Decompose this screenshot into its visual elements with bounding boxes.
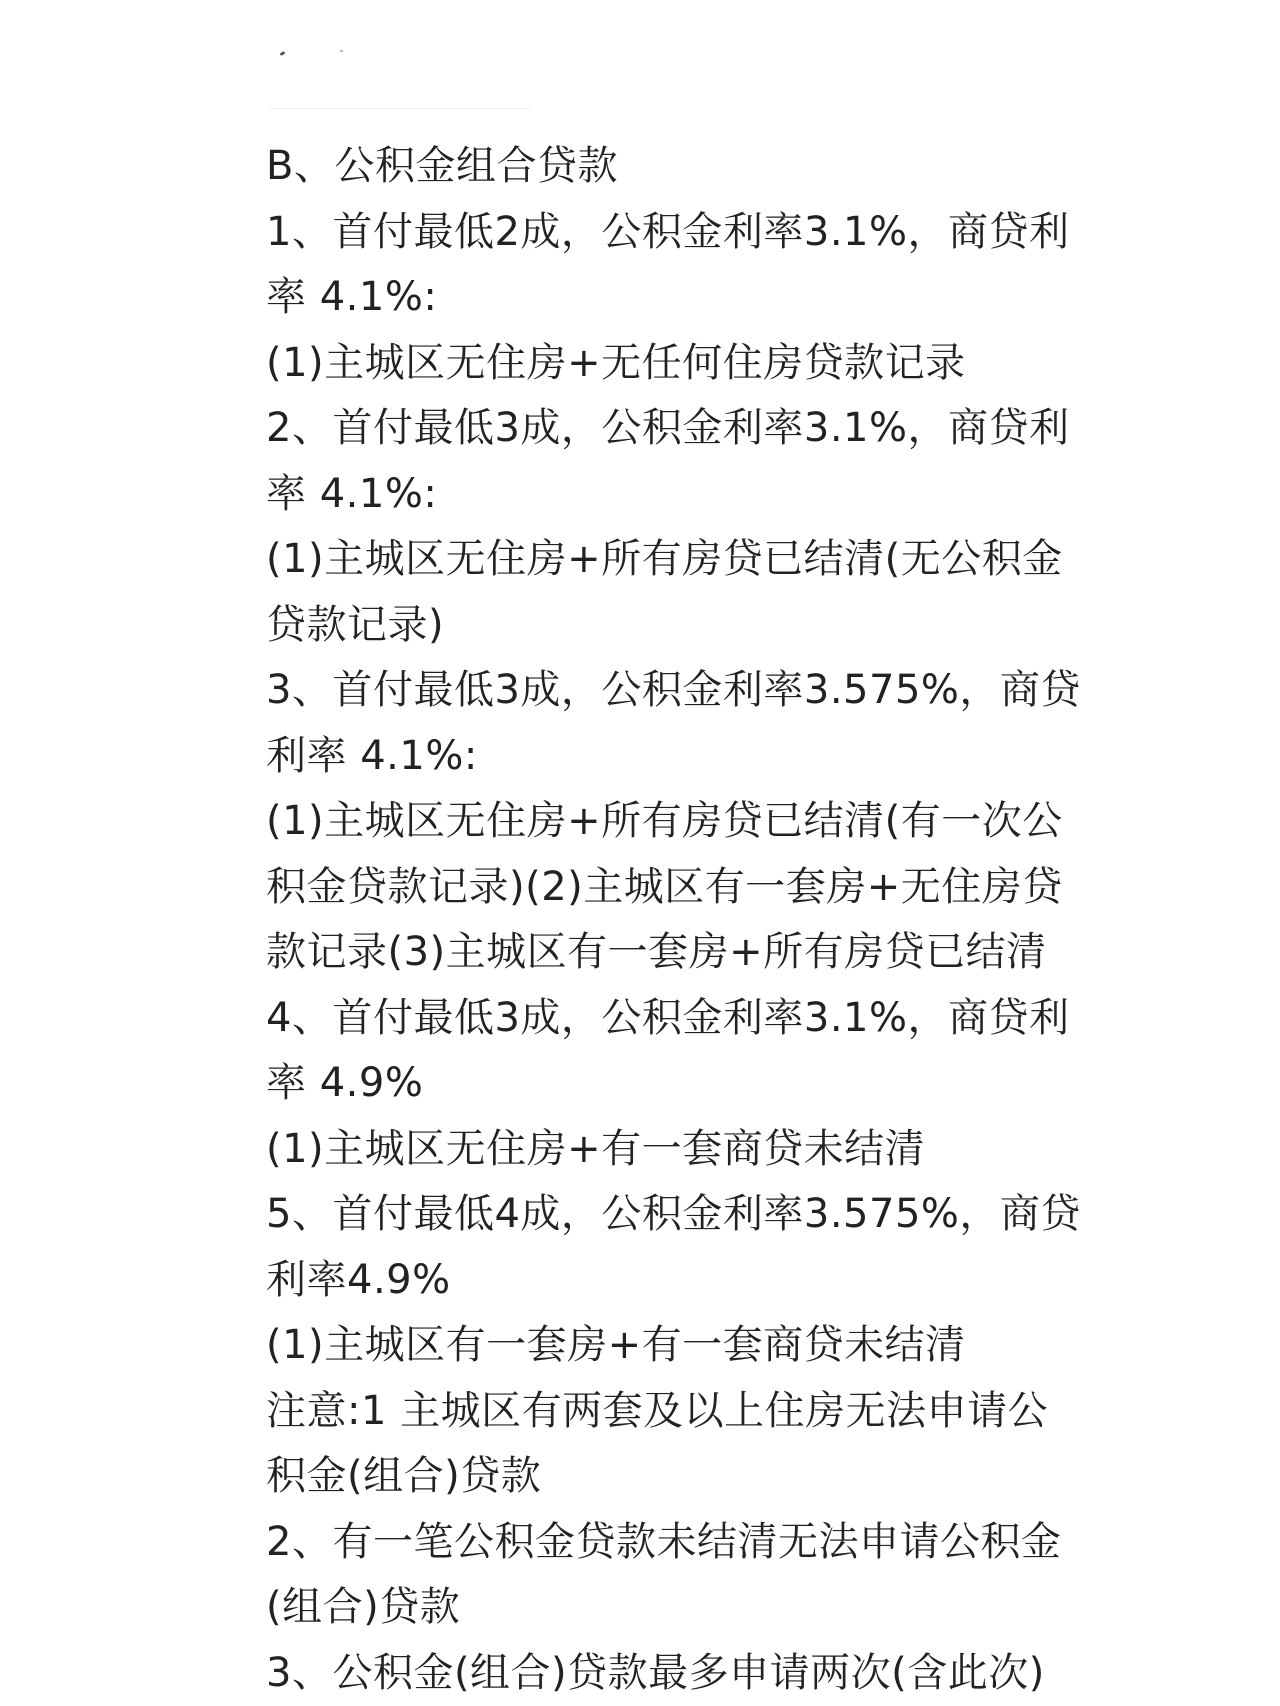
rule-3-heading: 3、首付最低3成，公积金利率3.575%，商贷 (266, 667, 1081, 713)
note-1-cont: 积金(组合)贷款 (266, 1453, 542, 1499)
scan-speck (270, 108, 530, 109)
rule-5-heading: 5、首付最低4成，公积金利率3.575%，商贷 (266, 1191, 1081, 1237)
rule-3-condition: (1)主城区无住房+所有房贷已结清(有一次公 (266, 798, 1063, 844)
note-3: 3、公积金(组合)贷款最多申请两次(含此次) (266, 1649, 1045, 1696)
rule-5-condition: (1)主城区有一套房+有一套商贷未结清 (266, 1322, 966, 1368)
rule-1-heading-cont: 率 4.1%: (266, 274, 438, 320)
rule-2-condition-cont: 贷款记录) (266, 601, 445, 648)
rule-3-condition-cont: 积金贷款记录)(2)主城区有一套房+无住房贷 (266, 863, 1063, 910)
scan-speck (340, 50, 343, 52)
note-2: 2、有一笔公积金贷款未结清无法申请公积金 (266, 1518, 1062, 1565)
rule-3-condition-cont: 款记录(3)主城区有一套房+所有房贷已结清 (266, 929, 1047, 975)
rule-1-condition: (1)主城区无住房+无任何住房贷款记录 (266, 339, 966, 386)
scan-artifacts (280, 48, 680, 128)
note-2-cont: (组合)贷款 (266, 1584, 461, 1630)
rule-4-heading: 4、首付最低3成，公积金利率3.1%，商贷利 (266, 994, 1070, 1041)
rule-5-heading-cont: 利率4.9% (266, 1256, 451, 1303)
rule-4-heading-cont: 率 4.9% (266, 1060, 424, 1106)
rule-2-heading: 2、首付最低3成，公积金利率3.1%，商贷利 (266, 405, 1070, 451)
rule-4-condition: (1)主城区无住房+有一套商贷未结清 (266, 1125, 926, 1172)
rule-1-heading: 1、首付最低2成，公积金利率3.1%，商贷利 (266, 208, 1070, 255)
rule-2-heading-cont: 率 4.1%: (266, 470, 438, 517)
scan-speck (280, 51, 286, 56)
note-1: 注意:1 主城区有两套及以上住房无法申请公 (266, 1387, 1049, 1434)
rule-3-heading-cont: 利率 4.1%: (266, 732, 478, 779)
document-body (266, 134, 1081, 1706)
section-heading: B、公积金组合贷款 (266, 143, 618, 189)
rule-2-condition: (1)主城区无住房+所有房贷已结清(无公积金 (266, 536, 1063, 582)
